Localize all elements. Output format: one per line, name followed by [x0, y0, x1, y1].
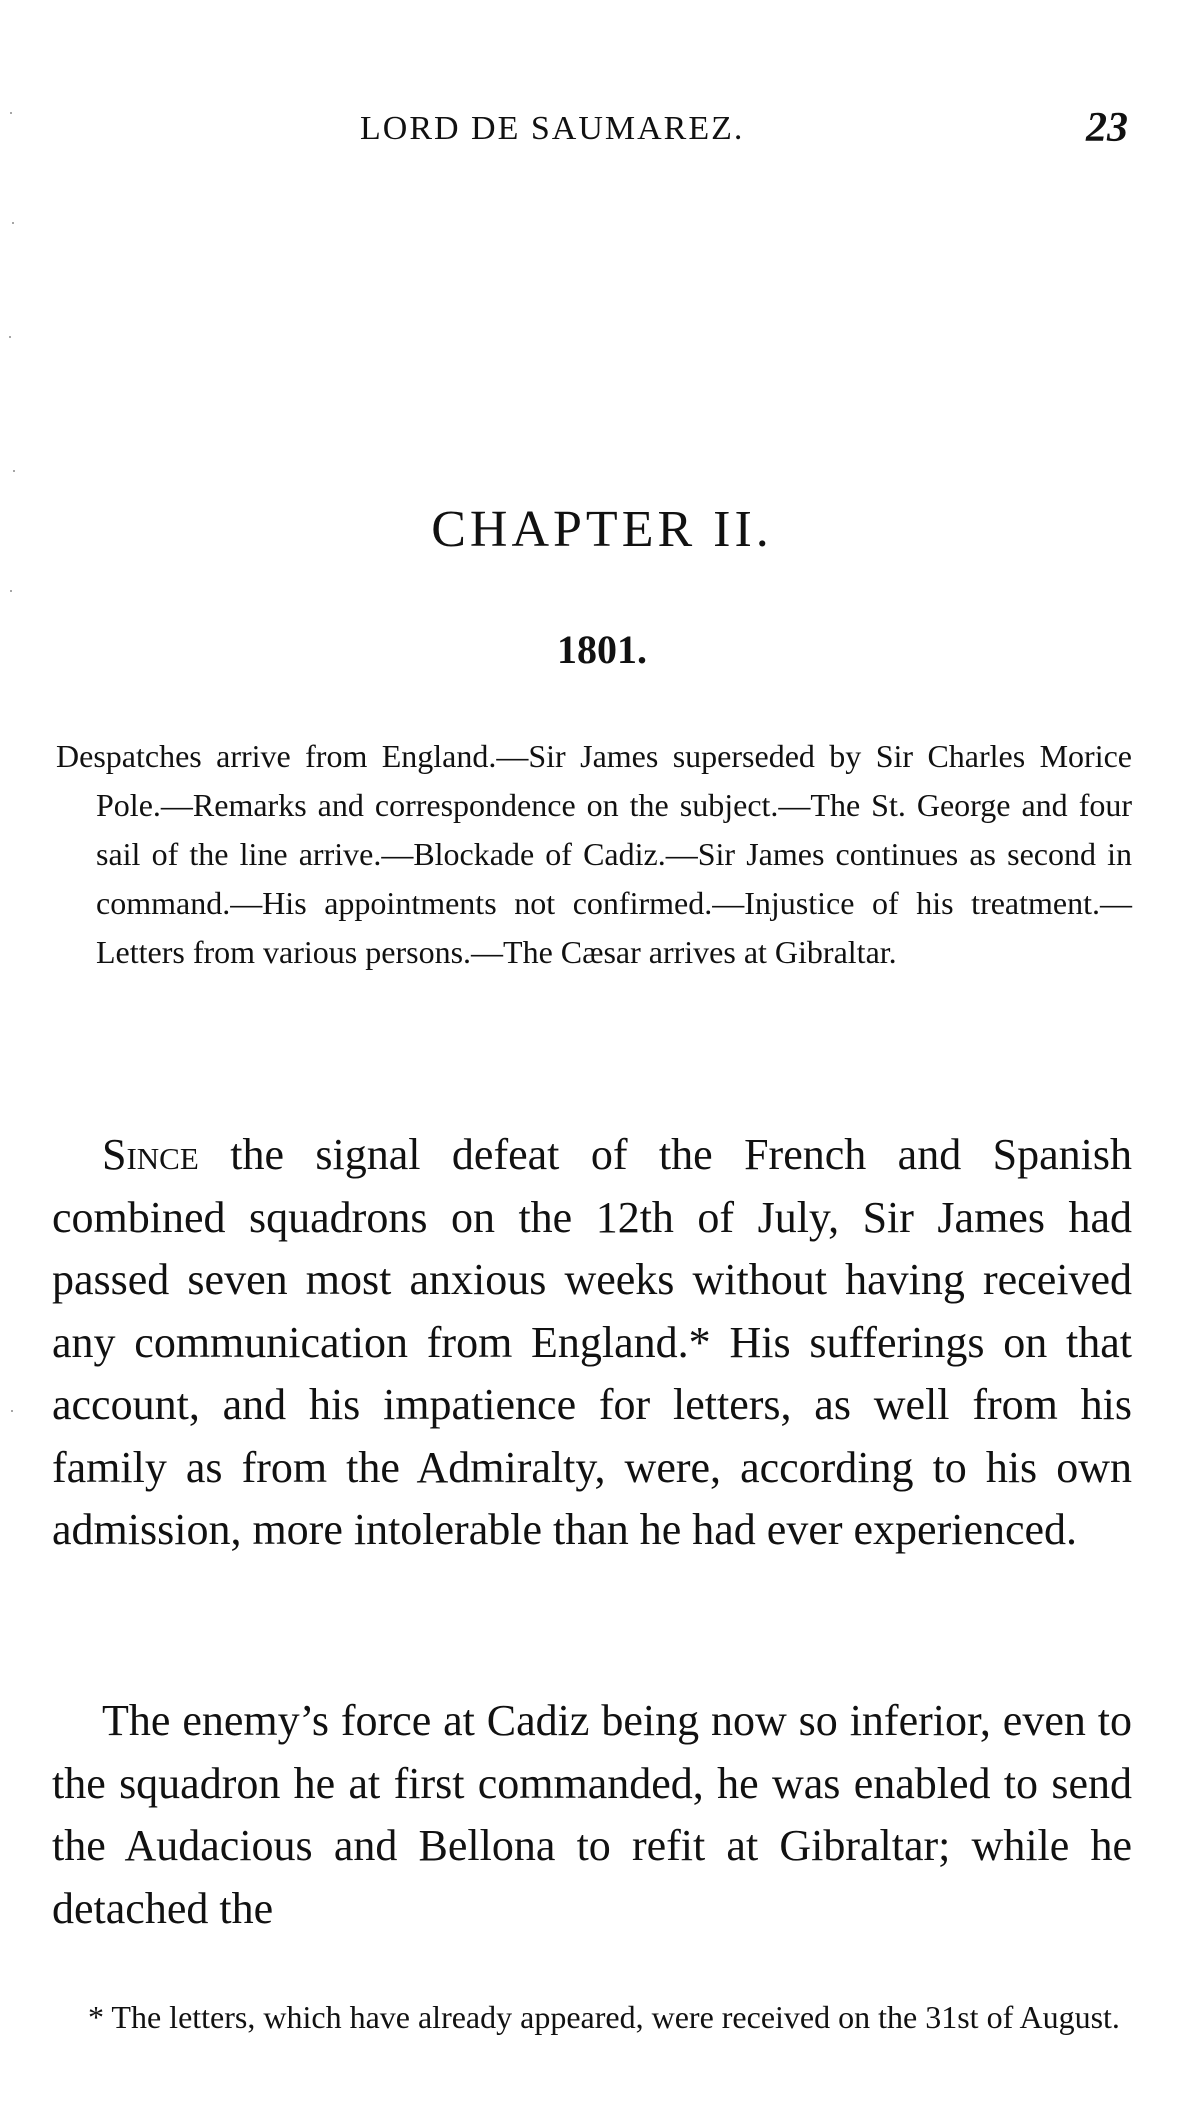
running-head-title: LORD DE SAUMAREZ. — [360, 110, 745, 147]
chapter-year: 1801. — [557, 627, 647, 672]
paragraph-1-text: the signal defeat of the French and Spanish combined squadrons on the 12th of July, Sir James had passed seven most anxious weeks without having received any communication from England.* His sufferings on that account, and his impatience for letters, as well from his family as from the Admiralty, were, according to his own admission, more intolerable than he had ever experienced. — [52, 1130, 1132, 1554]
chapter-summary: Despatches arrive from England.—Sir James superseded by Sir Charles Morice Pole.—Remarks and correspondence on the subject.—The St. George and four sail of the line arrive.—Blockade of Cadiz.—Sir James continues as second in command.—His appointments not confirmed.—Injustice of his treatment.—Letters from various persons.—The Cæsar arrives at Gibraltar. — [56, 738, 1132, 970]
paragraph-1 — [52, 1124, 1132, 1562]
footnote: * The letters, which have already appeared, were received on the 31st of August. — [88, 1999, 1120, 2035]
paragraph-2: The enemy’s force at Cadiz being now so inferior, even to the squadron he at first commanded, he was enabled to send the Audacious and Bellona to refit at Gibraltar; while he detached the — [52, 1696, 1132, 1933]
scan-speck — [11, 1410, 13, 1412]
scan-speck — [10, 590, 12, 592]
scan-speck — [12, 222, 14, 224]
page-number: 23 — [1086, 105, 1128, 151]
scan-speck — [13, 470, 15, 472]
paragraph-1-lead-word: Since — [102, 1130, 199, 1179]
chapter-title: CHAPTER II. — [431, 501, 773, 558]
scan-speck — [9, 336, 11, 338]
scan-speck — [10, 112, 12, 114]
